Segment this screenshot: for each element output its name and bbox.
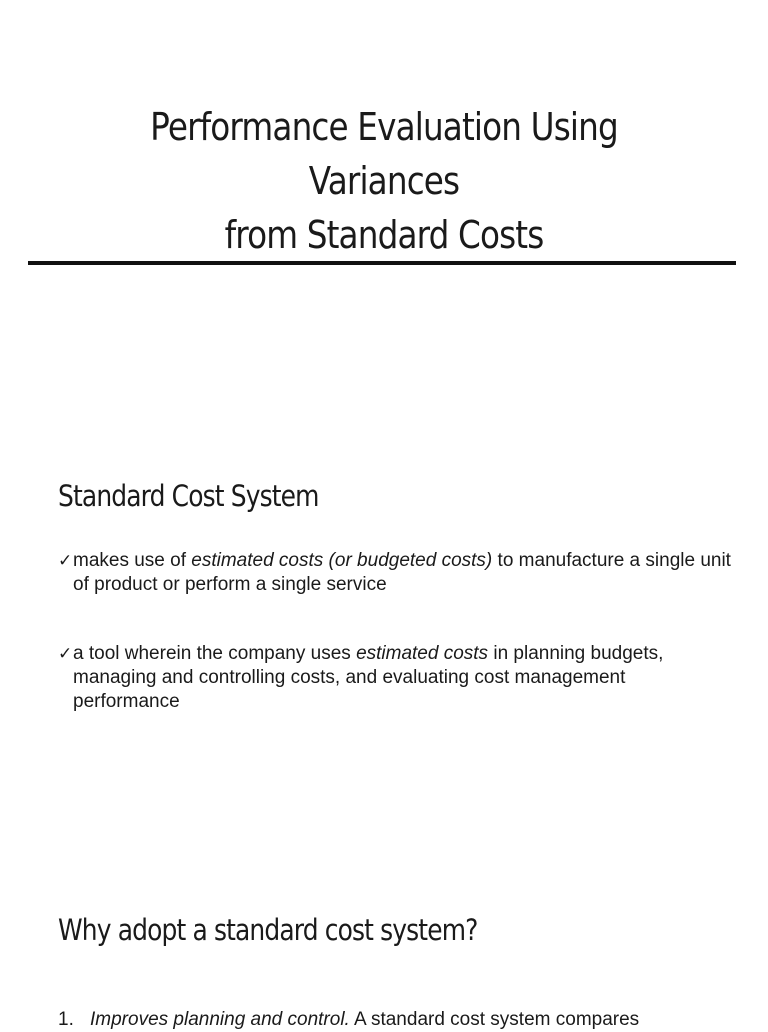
title-divider <box>28 261 736 265</box>
bullet-item <box>58 642 735 714</box>
bullet-text-italic: estimated costs (or budgeted costs) <box>191 550 493 571</box>
slide-title <box>74 100 693 262</box>
checkmark-icon: ✓ <box>58 644 73 664</box>
section-heading-why-adopt: Why adopt a standard cost system? <box>58 913 478 947</box>
numbered-list-item <box>58 1008 738 1032</box>
title-line-2: from Standard Costs <box>224 213 544 257</box>
list-number: 1. <box>58 1009 74 1030</box>
checkmark-icon: ✓ <box>58 551 73 571</box>
section-heading-standard-cost-system: Standard Cost System <box>58 479 319 513</box>
list-item-text: A standard cost system compares <box>349 1009 640 1030</box>
bullet-text: makes use of <box>73 550 192 571</box>
bullet-item <box>58 549 735 597</box>
title-line-1: Performance Evaluation Using Variances <box>150 105 618 203</box>
bullet-text: in planning budgets, managing and controlling costs, and evaluating cost management performance <box>73 643 664 712</box>
bullet-text: a tool wherein the company uses <box>73 643 357 664</box>
bullet-text: to manufacture a single unit of product or perform a single service <box>73 550 731 595</box>
bullet-text-italic: estimated costs <box>356 643 489 664</box>
list-item-italic: Improves planning and control. <box>90 1009 350 1030</box>
